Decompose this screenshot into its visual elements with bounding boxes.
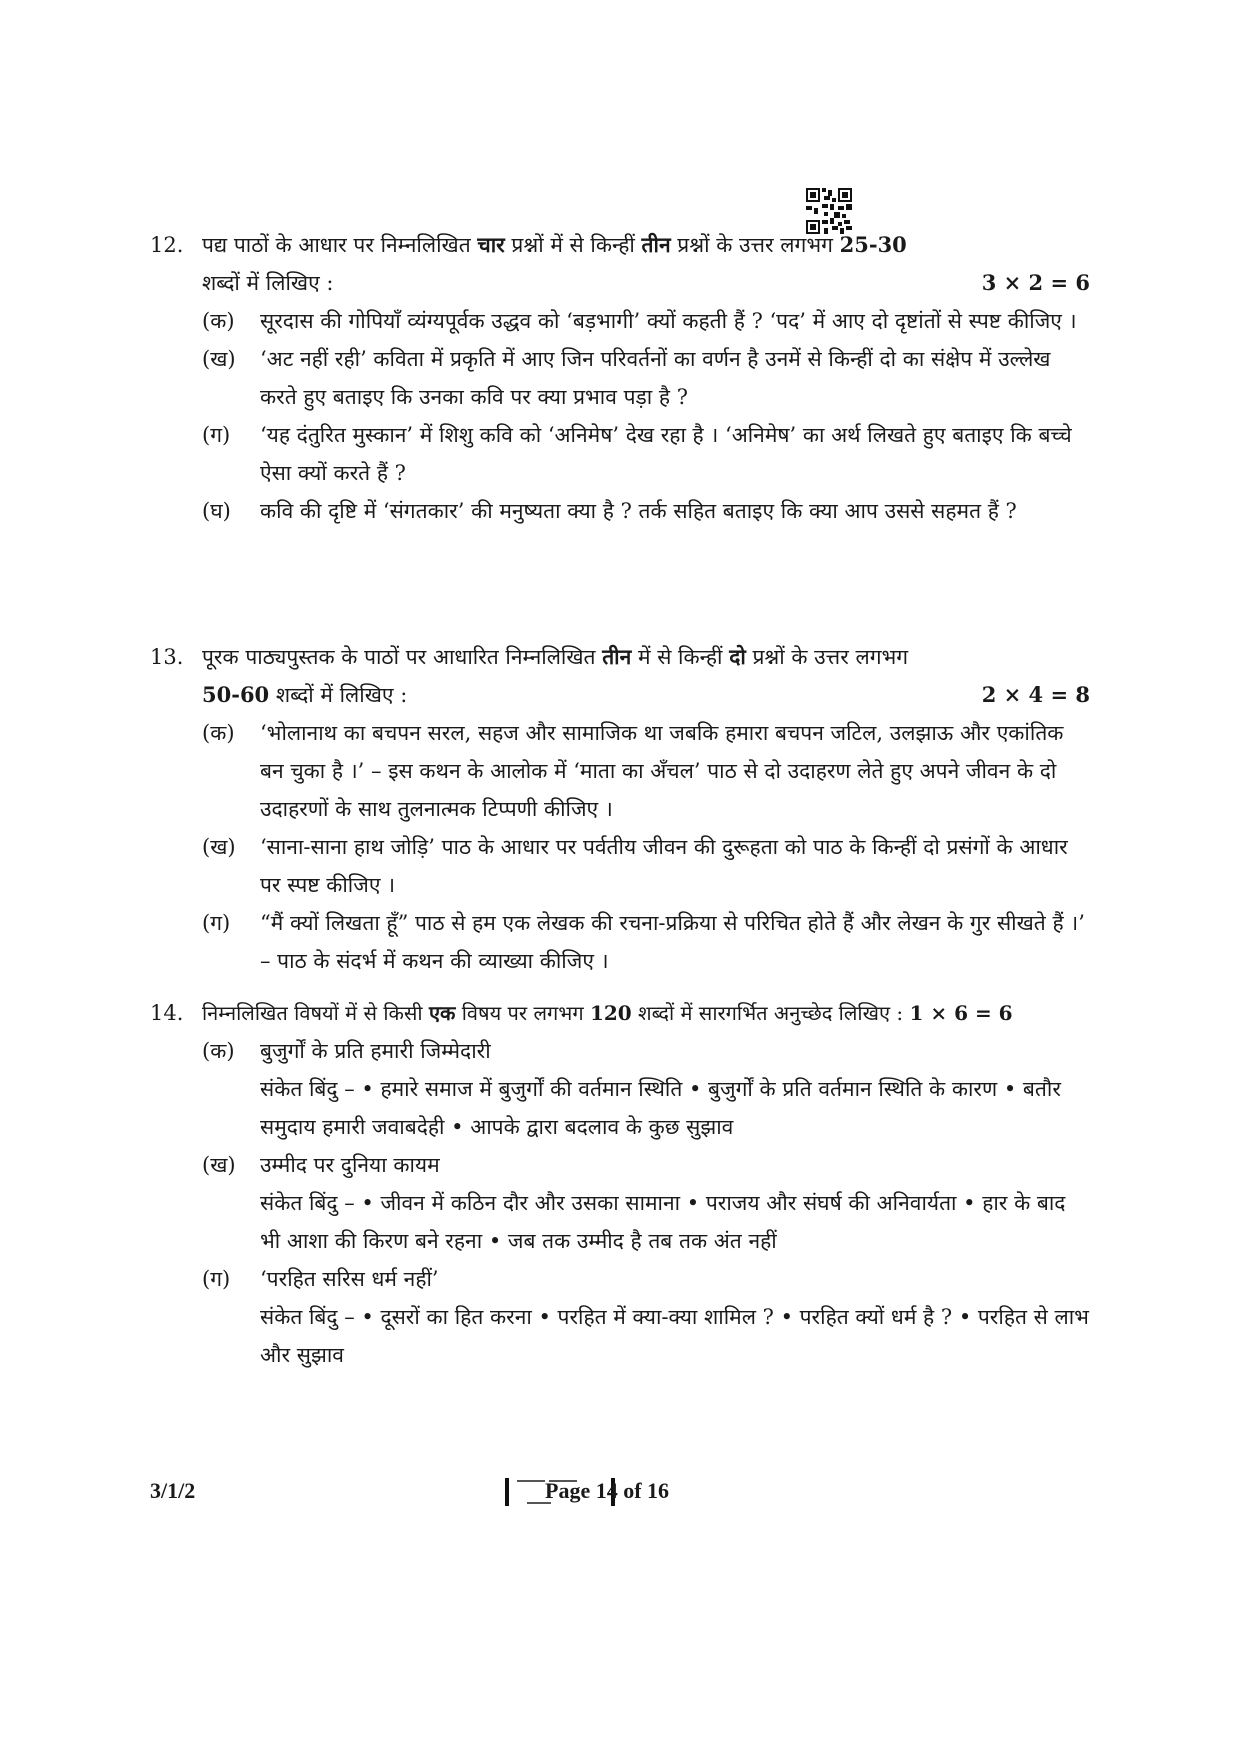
sub-question: (ख) ‘अट नहीं रही’ कविता में प्रकृति में आए जिन परिवर्तनों का वर्णन है उनमें से किन्हीं दो का संक्षेप में उल्लेख करते हुए बताइए कि उनका कवि पर क्या प्रभाव पड़ा है ? xyxy=(202,347,1051,409)
topic-title: ‘परहित सरिस धर्म नहीं’ xyxy=(260,1267,439,1291)
question-number: 12. xyxy=(150,233,184,257)
marks: 3 × 2 = 6 xyxy=(981,270,1090,295)
topic-title: उम्मीद पर दुनिया कायम xyxy=(260,1153,440,1177)
question-prompt: निम्नलिखित विषयों में से किसी एक विषय पर लगभग 120 शब्दों में सारगर्भित अनुच्छेद लिखिए : 1 × 6 = 6 xyxy=(202,1001,1013,1025)
sub-question: (ख) उम्मीद पर दुनिया कायम संकेत बिंदु – • जीवन में कठिन दौर और उसका सामाना • पराजय और संघर्ष की अनिवार्यता • हार के बाद भी आशा की किरण बने रहना • जब तक उम्मीद है तब तक अंत नहीं xyxy=(202,1146,1090,1260)
question-number: 14. xyxy=(150,1001,184,1025)
sub-question: (ग) ‘परहित सरिस धर्म नहीं’ संकेत बिंदु – • दूसरों का हित करना • परहित में क्या-क्या शामिल ? • परहित क्यों धर्म है ? • परहित से लाभ और सुझाव xyxy=(202,1260,1090,1374)
marks: 2 × 4 = 8 xyxy=(981,682,1090,707)
sub-question: (क) बुजुर्गों के प्रति हमारी जिम्मेदारी संकेत बिंदु – • हमारे समाज में बुजुर्गों की वर्तमान स्थिति • बुजुर्गों के प्रति वर्तमान स्थिति के कारण • बतौर समुदाय हमारी जवाबदेही • आपके द्वारा बदलाव के कुछ सुझाव xyxy=(202,1032,1090,1146)
hint-points: संकेत बिंदु – • जीवन में कठिन दौर और उसका सामाना • पराजय और संघर्ष की अनिवार्यता • हार के बाद भी आशा की किरण बने रहना • जब तक उम्मीद है तब तक अंत नहीं xyxy=(260,1191,1066,1253)
page-number: Page 14 of 16 xyxy=(545,1478,670,1503)
sub-question: (क) सूरदास की गोपियाँ व्यंग्यपूर्वक उद्धव को ‘बड़भागी’ क्यों कहती हैं ? ‘पद’ में आए दो दृष्टांतों से स्पष्ट कीजिए । xyxy=(202,309,1077,333)
hint-points: संकेत बिंदु – • हमारे समाज में बुजुर्गों की वर्तमान स्थिति • बुजुर्गों के प्रति वर्तमान स्थिति के कारण • बतौर समुदाय हमारी जवाबदेही • आपके द्वारा बदलाव के कुछ सुझाव xyxy=(260,1077,1061,1139)
sub-question: (ख) ‘साना-साना हाथ जोड़ि’ पाठ के आधार पर पर्वतीय जीवन की दुरूहता को पाठ के किन्हीं दो प्रसंगों के आधार पर स्पष्ट कीजिए । xyxy=(202,835,1068,897)
sub-question: (ग) “मैं क्यों लिखता हूँ” पाठ से हम एक लेखक की रचना-प्रक्रिया से परिचित होते हैं और लेखन के गुर सीखते हैं ।’ – पाठ के संदर्भ में कथन की व्याख्या कीजिए । xyxy=(202,911,1085,973)
hint-points: संकेत बिंदु – • दूसरों का हित करना • परहित में क्या-क्या शामिल ? • परहित क्यों धर्म है ? • परहित से लाभ और सुझाव xyxy=(260,1305,1089,1367)
sub-question: (क) ‘भोलानाथ का बचपन सरल, सहज और सामाजिक था जबकि हमारा बचपन जटिल, उलझाऊ और एकांतिक बन चुका है ।’ – इस कथन के आलोक में ‘माता का अँचल’ पाठ से दो उदाहरण लेते हुए अपने जीवन के दो उदाहरणों के साथ तुलनात्मक टिप्पणी कीजिए । xyxy=(202,721,1064,821)
sub-question: (घ) कवि की दृष्टि में ‘संगतकार’ की मनुष्यता क्या है ? तर्क सहित बताइए कि क्या आप उससे सहमत हैं ? xyxy=(202,499,1017,523)
question-12 xyxy=(150,226,1090,530)
question-13 xyxy=(150,638,1090,980)
question-14 xyxy=(150,994,1090,1374)
paper-code: 3/1/2 xyxy=(150,1478,196,1503)
question-prompt: पूरक पाठ्यपुस्तक के पाठों पर आधारित निम्नलिखित तीन में से किन्हीं दो प्रश्नों के उत्तर लगभग 50-60 शब्दों में लिखिए : 2 × 4 = 8 xyxy=(202,638,1090,714)
sub-question: (ग) ‘यह दंतुरित मुस्कान’ में शिशु कवि को ‘अनिमेष’ देख रहा है । ‘अनिमेष’ का अर्थ लिखते हुए बताइए कि बच्चे ऐसा क्यों करते हैं ? xyxy=(202,423,1072,485)
question-number: 13. xyxy=(150,645,184,669)
topic-title: बुजुर्गों के प्रति हमारी जिम्मेदारी xyxy=(260,1039,491,1063)
question-prompt: पद्य पाठों के आधार पर निम्नलिखित चार प्रश्नों में से किन्हीं तीन प्रश्नों के उत्तर लगभग 25-30 शब्दों में लिखिए : 3 × 2 = 6 xyxy=(202,226,1090,302)
marks: 1 × 6 = 6 xyxy=(909,1001,1013,1025)
page-footer xyxy=(150,1474,1090,1514)
